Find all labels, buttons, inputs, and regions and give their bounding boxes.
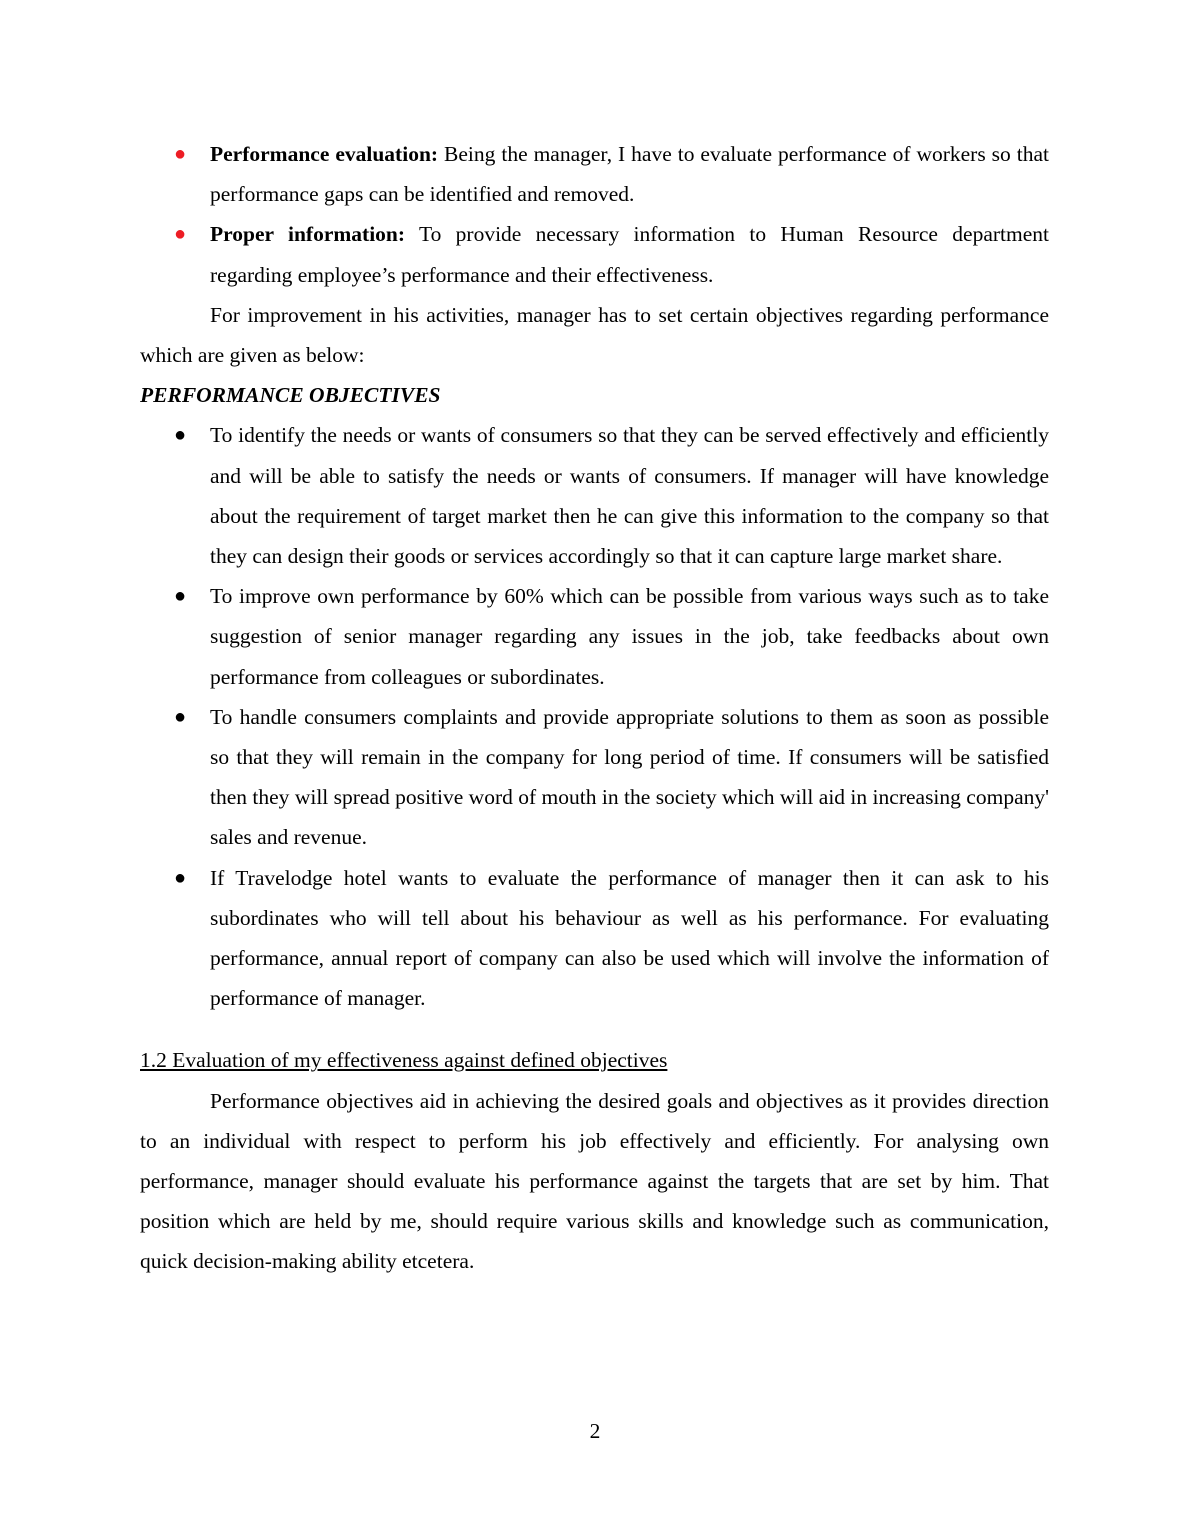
- bullet-icon: ●: [174, 705, 187, 728]
- objective-text: To identify the needs or wants of consumers so that they can be served effectively and efficiently and will be able to satisfy the needs or wants of consumers. If manager will have knowledge about the requirement of target market then he can give this information to the company so that they can design their goods or services accordingly so that it can capture large market share.: [210, 423, 1049, 569]
- section-paragraph: Performance objectives aid in achieving the desired goals and objectives as it provides direction to an individual with respect to perform his job effectively and efficiently. For analysing own performance, manager should evaluate his performance against the targets that are set by him. That position which are held by me, should require various skills and knowledge such as communication, quick decision-making ability etcetera.: [140, 1088, 1049, 1274]
- objectives-heading: PERFORMANCE OBJECTIVES: [140, 383, 441, 408]
- bullet-text: To provide necessary information to Human Resource department regarding employee’s performance and their effectiveness.: [210, 222, 1049, 287]
- bullet-icon: ●: [174, 223, 187, 246]
- bullet-item-proper-information: [140, 214, 1049, 294]
- bullet-term: Proper information:: [210, 222, 406, 247]
- objective-item: [140, 858, 1049, 1019]
- bullet-item-performance-evaluation: [140, 134, 1049, 214]
- bullet-icon: ●: [174, 143, 187, 165]
- intro-paragraph: For improvement in his activities, manager has to set certain objectives regarding performance which are given as below:: [140, 302, 1049, 368]
- objective-item: [140, 576, 1049, 697]
- objective-item: [140, 697, 1049, 858]
- bullet-term: Performance evaluation:: [210, 142, 439, 166]
- bullet-icon: ●: [174, 424, 187, 447]
- bullet-icon: ●: [174, 866, 187, 889]
- section-heading: 1.2 Evaluation of my effectiveness against defined objectives: [140, 1048, 668, 1073]
- bullet-icon: ●: [174, 585, 187, 608]
- page-content: [140, 134, 1049, 1282]
- objective-item: [140, 415, 1049, 576]
- bullet-text: Being the manager, I have to evaluate performance of workers so that performance gaps can be identified and removed.: [210, 142, 1049, 207]
- page-number: 2: [589, 1419, 601, 1443]
- objective-text: To improve own performance by 60% which can be possible from various ways such as to take suggestion of senior manager regarding any issues in the job, take feedbacks about own performance from colleagues or subordinates.: [210, 584, 1049, 689]
- objective-text: To handle consumers complaints and provide appropriate solutions to them as soon as possible so that they will remain in the company for long period of time. If consumers will be satisfied then they will spread positive word of mouth in the society which will aid in increasing company' sales and revenue.: [210, 704, 1049, 850]
- objective-text: If Travelodge hotel wants to evaluate the performance of manager then it can ask to his subordinates who will tell about his behaviour as well as his performance. For evaluating performance, annual report of company can also be used which will involve the information of performance of manager.: [210, 865, 1049, 1011]
